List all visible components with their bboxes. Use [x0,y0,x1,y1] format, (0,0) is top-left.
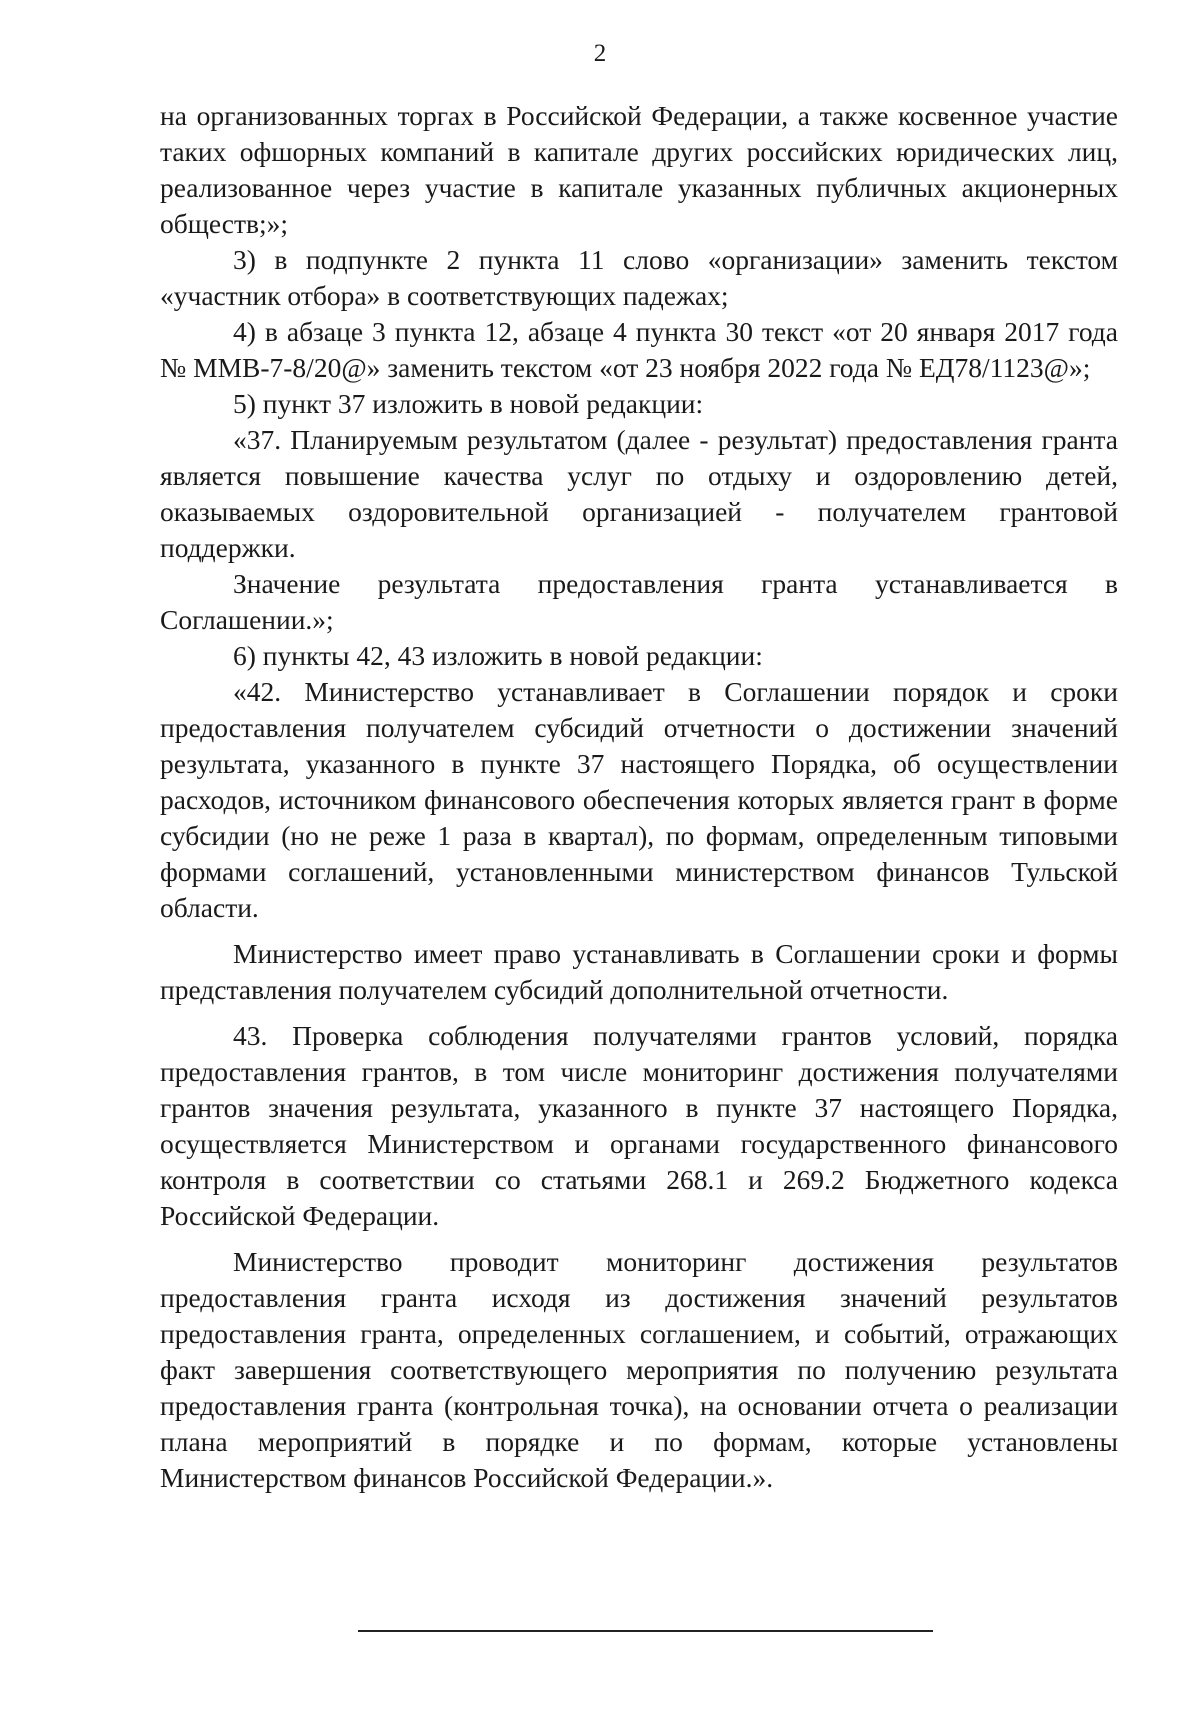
page-number: 2 [593,40,607,67]
paragraph-item-3: 3) в подпункте 2 пункта 11 слово «организации» заменить текстом «участник отбора» в соответствующих падежах; [160,244,1118,311]
paragraph-clause-43: 43. Проверка соблюдения получателями грантов условий, порядка предоставления грантов, в том числе мониторинг достижения получателями грантов значения результата, указанного в пункте 37 настоящего Порядка, осуществляется Министерством и органами государственного финансового контроля в соответствии со статьями 268.1 и 269.2 Бюджетного кодекса Российской Федерации. [160,1020,1118,1231]
paragraph-continuation: на организованных торгах в Российской Федерации, а также косвенное участие таких офшорных компаний в капитале других российских юридических лиц, реализованное через участие в капитале указанных публичных акционерных обществ;»; [160,100,1118,239]
end-divider [358,1630,933,1632]
paragraph-clause-43-monitoring: Министерство проводит мониторинг достижения результатов предоставления гранта исходя из достижения значений результатов предоставления гранта, определенных соглашением, и событий, отражающих факт завершения соответствующего мероприятия по получению результата предоставления гранта (контрольная точка), на основании отчета о реализации плана мероприятий в порядке и по формам, которые установлены Министерством финансов Российской Федерации.». [160,1246,1118,1493]
paragraph-clause-37-value: Значение результата предоставления гранта устанавливается в Соглашении.»; [160,568,1118,635]
paragraph-clause-37: «37. Планируемым результатом (далее - результат) предоставления гранта является повышение качества услуг по отдыху и оздоровлению детей, оказываемых оздоровительной организацией - получателем грантовой поддержки. [160,424,1118,563]
paragraph-item-4: 4) в абзаце 3 пункта 12, абзаце 4 пункта 30 текст «от 20 января 2017 года № ММВ-7-8/20@» заменить текстом «от 23 ноября 2022 года № ЕД78/1123@»; [160,316,1118,383]
paragraph-clause-42: «42. Министерство устанавливает в Соглашении порядок и сроки предоставления получателем субсидий отчетности о достижении значений результата, указанного в пункте 37 настоящего Порядка, об осуществлении расходов, источником финансового обеспечения которых является грант в форме субсидии (но не реже 1 раза в квартал), по формам, определенным типовыми формами соглашений, установленными министерством финансов Тульской области. [160,676,1118,923]
paragraph-item-6: 6) пункты 42, 43 изложить в новой редакции: [233,640,763,671]
paragraph-item-5: 5) пункт 37 изложить в новой редакции: [233,388,704,419]
document-body [160,98,1118,1496]
paragraph-clause-42-rights: Министерство имеет право устанавливать в Соглашении сроки и формы представления получателем субсидий дополнительной отчетности. [160,938,1118,1005]
